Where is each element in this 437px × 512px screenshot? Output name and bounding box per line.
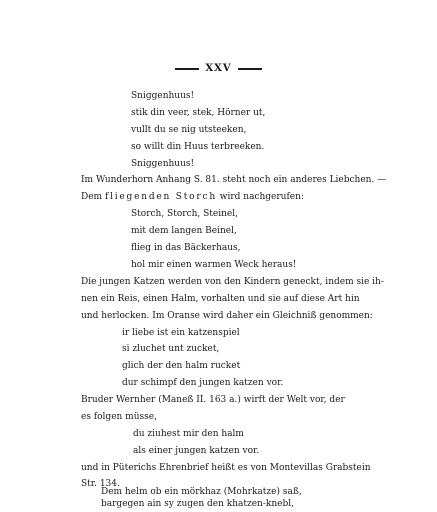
text-line: als einer jungen katzen vor. <box>133 446 260 456</box>
text-line: Bruder Wernher (Maneß II. 163 a.) wirft der Welt vor, der <box>81 395 345 405</box>
text-segment: wird nachgerufen: <box>216 192 304 202</box>
text-line: vullt du se nig utsteeken, <box>131 125 247 135</box>
text-line: si zluchet unt zucket, <box>122 344 220 354</box>
text-line: Dem helm ob ein mörkhaz (Mohrkatze) saß, <box>101 487 302 497</box>
text-line: nen ein Reis, einen Halm, vorhalten und sie auf diese Art hin <box>81 294 360 304</box>
page-number: XXV <box>205 63 232 74</box>
text-line: so willt din Huus terbreeken. <box>131 142 265 152</box>
text-line <box>81 192 304 203</box>
text-line: Sniggenhuus! <box>131 91 195 101</box>
text-line: Sniggenhuus! <box>131 159 195 169</box>
text-line: glich der den halm rucket <box>122 361 241 371</box>
text-line: du ziuhest mir den halm <box>133 429 244 439</box>
text-segment: Dem <box>81 192 105 202</box>
text-line: und herlocken. Im Oranse wird daher ein Gleichniß genommen: <box>81 311 373 321</box>
text-line: Storch, Storch, Steinel, <box>131 209 238 219</box>
text-line: Str. 134. <box>81 479 120 489</box>
text-line: bargegen ain sy zugen den khatzen-knebl, <box>101 499 294 509</box>
text-line: Die jungen Katzen werden von den Kindern geneckt, indem sie ih- <box>81 277 384 287</box>
text-line: flieg in das Bäckerhaus, <box>131 243 241 253</box>
header-rule-left <box>175 68 199 70</box>
header-rule-right <box>238 68 262 70</box>
text-line: Im Wunderhorn Anhang S. 81. steht noch ein anderes Liebchen. — <box>81 175 387 185</box>
text-line: hol mir einen warmen Weck heraus! <box>131 260 297 270</box>
text-line: stik din veer, stek, Hörner ut, <box>131 108 266 118</box>
text-line: und in Püterichs Ehrenbrief heißt es von Montevillas Grabstein <box>81 463 371 473</box>
text-line: dur schimpf den jungen katzen vor. <box>122 378 284 388</box>
text-line: ir liebe ist ein katzenspiel <box>122 328 240 338</box>
text-line: mit dem langen Beinel, <box>131 226 237 236</box>
page-header <box>0 63 437 74</box>
spaced-emphasis: fliegenden Storch <box>104 192 217 202</box>
text-line: es folgen müsse, <box>81 412 157 422</box>
